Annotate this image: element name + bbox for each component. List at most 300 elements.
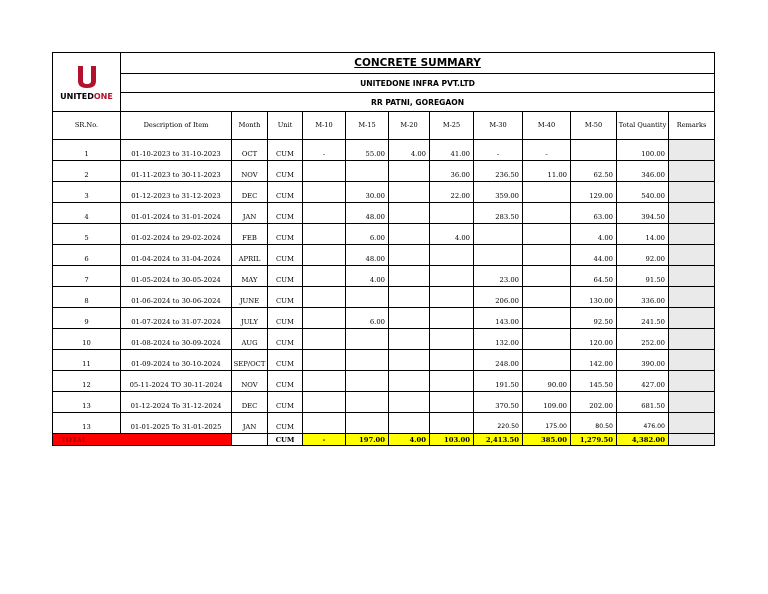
spacer-cell	[474, 329, 523, 337]
spacer-cell	[303, 266, 346, 274]
table-row	[53, 378, 715, 392]
spacer-cell	[571, 371, 617, 379]
cell-m25	[430, 336, 474, 350]
cell-m50: 142.00	[571, 357, 617, 371]
spacer-cell	[669, 392, 715, 400]
spacer-cell	[268, 140, 303, 148]
spacer-cell	[430, 203, 474, 211]
table-row	[53, 399, 715, 413]
spacer-cell	[232, 203, 268, 211]
spacer-cell	[669, 287, 715, 295]
spacer-cell	[430, 182, 474, 190]
cell-total: 92.00	[617, 252, 669, 266]
cell-m30	[474, 231, 523, 245]
spacer-cell	[389, 266, 430, 274]
spacer-cell	[121, 413, 232, 421]
cell-m25	[430, 273, 474, 287]
spacer-cell	[571, 287, 617, 295]
spacer-cell	[268, 245, 303, 253]
cell-m10	[303, 252, 346, 266]
cell-m10	[303, 315, 346, 329]
cell-month: FEB	[232, 231, 268, 245]
spacer-cell	[669, 161, 715, 169]
spacer-cell	[232, 287, 268, 295]
cell-m40: 11.00	[523, 168, 571, 182]
spacer-cell	[617, 371, 669, 379]
spacer-cell	[346, 182, 389, 190]
cell-m20	[389, 294, 430, 308]
spacer-cell	[303, 287, 346, 295]
spacer-cell	[121, 182, 232, 190]
spacer-cell	[669, 140, 715, 148]
spacer-cell	[430, 266, 474, 274]
summary-table	[52, 52, 715, 446]
spacer-row	[53, 371, 715, 379]
cell-month: JULY	[232, 315, 268, 329]
spacer-cell	[232, 266, 268, 274]
cell-m50: 63.00	[571, 210, 617, 224]
cell-m15	[346, 336, 389, 350]
spacer-cell	[474, 287, 523, 295]
sheet-title: CONCRETE SUMMARY	[121, 53, 715, 74]
cell-remarks	[669, 147, 715, 161]
spacer-cell	[523, 203, 571, 211]
cell-month: OCT	[232, 147, 268, 161]
cell-m50: 62.50	[571, 168, 617, 182]
cell-m15: 6.00	[346, 231, 389, 245]
column-header: SR.No.	[53, 112, 121, 140]
cell-m40	[523, 273, 571, 287]
spacer-cell	[523, 392, 571, 400]
logo-cell	[53, 53, 121, 112]
spacer-cell	[232, 329, 268, 337]
table-row	[53, 294, 715, 308]
spacer-cell	[303, 329, 346, 337]
cell-desc: 05-11-2024 TO 30-11-2024	[121, 378, 232, 392]
cell-total: 427.00	[617, 378, 669, 392]
cell-m20	[389, 210, 430, 224]
cell-m15	[346, 168, 389, 182]
spacer-cell	[232, 140, 268, 148]
spacer-cell	[389, 245, 430, 253]
spacer-cell	[430, 245, 474, 253]
spacer-cell	[303, 203, 346, 211]
spacer-cell	[268, 266, 303, 274]
cell-month: JAN	[232, 210, 268, 224]
spacer-cell	[346, 308, 389, 316]
cell-m30: 248.00	[474, 357, 523, 371]
spacer-cell	[617, 392, 669, 400]
cell-m40	[523, 210, 571, 224]
cell-month: JUNE	[232, 294, 268, 308]
cell-m40	[523, 336, 571, 350]
cell-desc: 01-06-2024 to 30-06-2024	[121, 294, 232, 308]
cell-m20	[389, 231, 430, 245]
cell-m40	[523, 189, 571, 203]
cell-m10	[303, 273, 346, 287]
spacer-cell	[571, 245, 617, 253]
spacer-cell	[430, 371, 474, 379]
company-name: UNITEDONE INFRA PVT.LTD	[121, 74, 715, 93]
cell-remarks	[669, 399, 715, 413]
cell-m10	[303, 294, 346, 308]
cell-total: 241.50	[617, 315, 669, 329]
spacer-cell	[523, 350, 571, 358]
total-m10: -	[303, 434, 346, 446]
spacer-cell	[268, 287, 303, 295]
spacer-cell	[232, 245, 268, 253]
spacer-cell	[389, 161, 430, 169]
cell-m40	[523, 252, 571, 266]
spacer-cell	[303, 182, 346, 190]
spacer-cell	[617, 203, 669, 211]
spacer-cell	[523, 308, 571, 316]
cell-m10	[303, 336, 346, 350]
spacer-cell	[669, 329, 715, 337]
spacer-cell	[523, 329, 571, 337]
spacer-cell	[474, 203, 523, 211]
spacer-cell	[53, 308, 121, 316]
spacer-cell	[232, 392, 268, 400]
spacer-cell	[571, 266, 617, 274]
spacer-cell	[268, 371, 303, 379]
spacer-cell	[53, 350, 121, 358]
cell-m30: 236.50	[474, 168, 523, 182]
spacer-cell	[474, 266, 523, 274]
spacer-cell	[430, 329, 474, 337]
cell-desc: 01-11-2023 to 30-11-2023	[121, 168, 232, 182]
cell-m10: -	[303, 147, 346, 161]
cell-unit: CUM	[268, 189, 303, 203]
cell-m20	[389, 315, 430, 329]
cell-m10	[303, 378, 346, 392]
spacer-row	[53, 329, 715, 337]
spacer-cell	[617, 224, 669, 232]
total-month	[232, 434, 268, 446]
spacer-cell	[474, 350, 523, 358]
spacer-cell	[571, 161, 617, 169]
cell-desc: 01-05-2024 to 30-05-2024	[121, 273, 232, 287]
cell-m20	[389, 357, 430, 371]
cell-sr: 1	[53, 147, 121, 161]
spacer-cell	[346, 245, 389, 253]
cell-remarks	[669, 189, 715, 203]
table-row	[53, 273, 715, 287]
table-row	[53, 252, 715, 266]
spacer-cell	[523, 266, 571, 274]
cell-m20	[389, 378, 430, 392]
spacer-cell	[389, 224, 430, 232]
cell-m15: 30.00	[346, 189, 389, 203]
spacer-cell	[389, 203, 430, 211]
spacer-cell	[232, 224, 268, 232]
cell-m20	[389, 189, 430, 203]
spacer-cell	[669, 203, 715, 211]
spacer-cell	[669, 266, 715, 274]
cell-total: 681.50	[617, 399, 669, 413]
spacer-cell	[121, 371, 232, 379]
total-m20: 4.00	[389, 434, 430, 446]
cell-m15: 48.00	[346, 210, 389, 224]
cell-m25: 4.00	[430, 231, 474, 245]
cell-desc: 01-04-2024 to 31-04-2024	[121, 252, 232, 266]
spacer-cell	[430, 413, 474, 421]
spacer-cell	[268, 203, 303, 211]
cell-m40	[523, 315, 571, 329]
spacer-cell	[474, 413, 523, 421]
cell-unit: CUM	[268, 315, 303, 329]
cell-total: 91.50	[617, 273, 669, 287]
cell-month: DEC	[232, 189, 268, 203]
spacer-cell	[121, 245, 232, 253]
total-m30: 2,413.50	[474, 434, 523, 446]
spacer-cell	[232, 161, 268, 169]
spacer-cell	[268, 161, 303, 169]
spacer-cell	[268, 350, 303, 358]
cell-total: 394.50	[617, 210, 669, 224]
cell-total: 14.00	[617, 231, 669, 245]
cell-m20	[389, 399, 430, 413]
spacer-cell	[53, 245, 121, 253]
spacer-cell	[53, 161, 121, 169]
column-header: M-20	[389, 112, 430, 140]
cell-m10	[303, 231, 346, 245]
spacer-cell	[617, 266, 669, 274]
spacer-cell	[303, 308, 346, 316]
spacer-cell	[53, 287, 121, 295]
cell-month: SEP/OCT	[232, 357, 268, 371]
spacer-row	[53, 287, 715, 295]
spacer-cell	[346, 350, 389, 358]
cell-m30: 370.50	[474, 399, 523, 413]
cell-m10	[303, 168, 346, 182]
spacer-cell	[346, 371, 389, 379]
spacer-cell	[389, 308, 430, 316]
spacer-cell	[121, 350, 232, 358]
spacer-cell	[617, 245, 669, 253]
spacer-cell	[669, 245, 715, 253]
cell-sr: 3	[53, 189, 121, 203]
cell-unit: CUM	[268, 399, 303, 413]
column-header: M-25	[430, 112, 474, 140]
cell-m50: 145.50	[571, 378, 617, 392]
cell-month: NOV	[232, 168, 268, 182]
cell-desc: 01-08-2024 to 30-09-2024	[121, 336, 232, 350]
cell-m15	[346, 420, 389, 434]
spacer-cell	[523, 182, 571, 190]
cell-m30: 206.00	[474, 294, 523, 308]
spacer-cell	[523, 224, 571, 232]
spacer-cell	[121, 329, 232, 337]
spacer-cell	[232, 371, 268, 379]
unitedone-logo-icon	[76, 64, 98, 90]
spacer-cell	[523, 371, 571, 379]
spacer-cell	[474, 392, 523, 400]
spacer-cell	[669, 182, 715, 190]
cell-sr: 11	[53, 357, 121, 371]
cell-unit: CUM	[268, 336, 303, 350]
cell-sr: 9	[53, 315, 121, 329]
spacer-row	[53, 161, 715, 169]
spacer-cell	[389, 140, 430, 148]
cell-m15: 55.00	[346, 147, 389, 161]
spacer-cell	[389, 371, 430, 379]
cell-unit: CUM	[268, 357, 303, 371]
spacer-cell	[571, 203, 617, 211]
spacer-cell	[474, 182, 523, 190]
cell-remarks	[669, 336, 715, 350]
spacer-cell	[346, 266, 389, 274]
spacer-cell	[389, 287, 430, 295]
spacer-row	[53, 203, 715, 211]
total-remarks	[669, 434, 715, 446]
spacer-cell	[346, 329, 389, 337]
cell-m40	[523, 294, 571, 308]
spacer-cell	[389, 329, 430, 337]
cell-m15	[346, 294, 389, 308]
cell-m25	[430, 210, 474, 224]
cell-m15	[346, 378, 389, 392]
spacer-cell	[474, 161, 523, 169]
spacer-cell	[474, 140, 523, 148]
spacer-cell	[430, 350, 474, 358]
spacer-cell	[232, 308, 268, 316]
cell-remarks	[669, 231, 715, 245]
spacer-cell	[53, 413, 121, 421]
cell-remarks	[669, 168, 715, 182]
cell-sr: 8	[53, 294, 121, 308]
spacer-cell	[303, 371, 346, 379]
spacer-cell	[474, 224, 523, 232]
spacer-cell	[669, 371, 715, 379]
spacer-cell	[389, 182, 430, 190]
cell-remarks	[669, 357, 715, 371]
cell-m25	[430, 357, 474, 371]
spacer-cell	[523, 140, 571, 148]
spacer-cell	[617, 413, 669, 421]
cell-remarks	[669, 294, 715, 308]
column-header: M-40	[523, 112, 571, 140]
column-header-row	[53, 112, 715, 140]
cell-m30	[474, 252, 523, 266]
spacer-cell	[430, 308, 474, 316]
cell-m20	[389, 336, 430, 350]
cell-m30: 191.50	[474, 378, 523, 392]
spacer-cell	[53, 140, 121, 148]
cell-m15: 4.00	[346, 273, 389, 287]
spacer-cell	[346, 161, 389, 169]
total-m50: 1,279.50	[571, 434, 617, 446]
spacer-cell	[617, 182, 669, 190]
spacer-cell	[389, 413, 430, 421]
spacer-cell	[669, 350, 715, 358]
cell-m50: 4.00	[571, 231, 617, 245]
spacer-cell	[346, 224, 389, 232]
cell-remarks	[669, 252, 715, 266]
spacer-cell	[571, 392, 617, 400]
spacer-cell	[571, 329, 617, 337]
spacer-cell	[571, 413, 617, 421]
spacer-cell	[121, 392, 232, 400]
spacer-cell	[346, 203, 389, 211]
cell-m30: 220.50	[474, 420, 523, 434]
cell-sr: 7	[53, 273, 121, 287]
spacer-cell	[268, 329, 303, 337]
cell-m30: 23.00	[474, 273, 523, 287]
cell-m10	[303, 210, 346, 224]
cell-m50: 202.00	[571, 399, 617, 413]
spacer-cell	[53, 392, 121, 400]
spacer-row	[53, 140, 715, 148]
spacer-cell	[232, 350, 268, 358]
total-unit: CUM	[268, 434, 303, 446]
spacer-cell	[571, 224, 617, 232]
spacer-cell	[523, 245, 571, 253]
cell-remarks	[669, 420, 715, 434]
cell-remarks	[669, 210, 715, 224]
spacer-cell	[268, 308, 303, 316]
total-m40: 385.00	[523, 434, 571, 446]
cell-m50: 64.50	[571, 273, 617, 287]
cell-remarks	[669, 315, 715, 329]
spacer-cell	[669, 413, 715, 421]
cell-sr: 5	[53, 231, 121, 245]
spacer-cell	[303, 245, 346, 253]
spacer-cell	[121, 266, 232, 274]
cell-m10	[303, 357, 346, 371]
cell-m50: 80.50	[571, 420, 617, 434]
table-row	[53, 231, 715, 245]
cell-m25	[430, 294, 474, 308]
total-qty: 4,382.00	[617, 434, 669, 446]
cell-desc: 01-09-2024 to 30-10-2024	[121, 357, 232, 371]
total-m25: 103.00	[430, 434, 474, 446]
spacer-cell	[571, 308, 617, 316]
spacer-cell	[523, 161, 571, 169]
spacer-cell	[303, 224, 346, 232]
spacer-cell	[121, 287, 232, 295]
cell-m50: 44.00	[571, 252, 617, 266]
cell-sr: 6	[53, 252, 121, 266]
cell-desc: 01-01-2024 to 31-01-2024	[121, 210, 232, 224]
spacer-cell	[669, 308, 715, 316]
cell-desc: 01-07-2024 to 31-07-2024	[121, 315, 232, 329]
cell-m50: 92.50	[571, 315, 617, 329]
spacer-cell	[121, 161, 232, 169]
spacer-cell	[571, 350, 617, 358]
cell-desc: 01-12-2024 To 31-12-2024	[121, 399, 232, 413]
cell-month: AUG	[232, 336, 268, 350]
spacer-cell	[303, 140, 346, 148]
cell-month: APRIL	[232, 252, 268, 266]
cell-desc: 01-01-2025 To 31-01-2025	[121, 420, 232, 434]
spacer-cell	[232, 182, 268, 190]
cell-total: 346.00	[617, 168, 669, 182]
spacer-cell	[346, 140, 389, 148]
cell-month: MAY	[232, 273, 268, 287]
spacer-cell	[571, 182, 617, 190]
cell-sr: 10	[53, 336, 121, 350]
spacer-cell	[53, 266, 121, 274]
spacer-cell	[121, 224, 232, 232]
spacer-row	[53, 245, 715, 253]
column-header: M-15	[346, 112, 389, 140]
cell-m25	[430, 252, 474, 266]
column-header: M-30	[474, 112, 523, 140]
spacer-cell	[617, 350, 669, 358]
cell-m40	[523, 231, 571, 245]
spacer-cell	[474, 245, 523, 253]
